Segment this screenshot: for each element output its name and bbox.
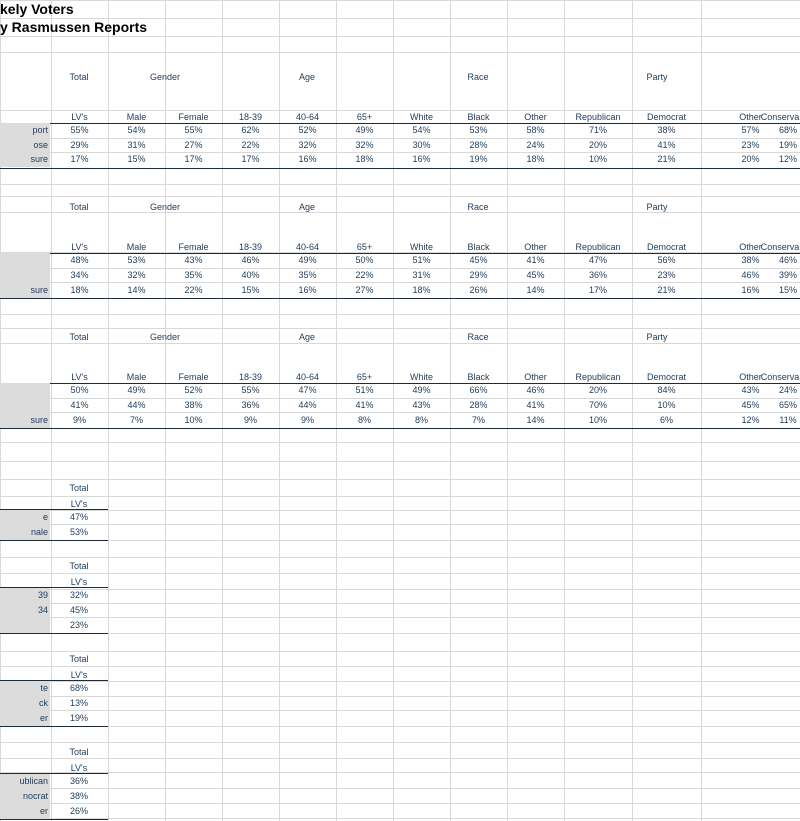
data-cell: 32% (298, 140, 317, 150)
data-cell: 27% (184, 140, 203, 150)
data-cell: 38% (184, 400, 203, 410)
data-cell: 46% (526, 385, 545, 395)
data-cell: 55% (184, 125, 203, 135)
data-cell: 52% (184, 385, 203, 395)
data-cell: 58% (526, 125, 545, 135)
data-cell: 17% (241, 154, 260, 164)
column-header: White (409, 112, 433, 122)
data-cell: 41% (70, 400, 89, 410)
small-table-value: 23% (69, 620, 88, 630)
data-cell: 54% (127, 125, 146, 135)
data-cell: 41% (526, 400, 545, 410)
data-cell: 16% (412, 154, 431, 164)
row-label: sure (0, 152, 50, 167)
data-cell: 9% (300, 415, 314, 425)
column-header: Black (467, 372, 490, 382)
data-cell: 39% (778, 270, 797, 280)
data-cell: 14% (526, 415, 545, 425)
data-cell: 52% (298, 125, 317, 135)
data-cell: 22% (241, 140, 260, 150)
data-cell: 49% (412, 385, 431, 395)
data-cell: 16% (298, 285, 317, 295)
data-cell: 51% (355, 385, 374, 395)
group-age: Age (298, 72, 315, 82)
group-gender: Gender (149, 202, 181, 212)
small-table-row-label: nale (0, 525, 50, 540)
column-header: Conserva (760, 112, 800, 122)
small-table-row-label: ublican (0, 774, 50, 789)
data-cell: 20% (588, 385, 607, 395)
small-table-value: 68% (69, 683, 88, 693)
data-cell: 32% (355, 140, 374, 150)
group-race: Race (467, 202, 489, 212)
data-cell: 23% (741, 140, 760, 150)
data-cell: 16% (298, 154, 317, 164)
sheet-title: kely Voters (0, 1, 74, 17)
column-header: Black (467, 242, 490, 252)
data-cell: 55% (70, 125, 89, 135)
data-cell: 18% (70, 285, 89, 295)
data-cell: 31% (127, 140, 146, 150)
data-cell: 48% (70, 255, 89, 265)
small-table-row-label: te (0, 681, 50, 696)
data-cell: 28% (469, 140, 488, 150)
data-cell: 43% (741, 385, 760, 395)
data-cell: 71% (588, 125, 607, 135)
column-header: Other (739, 242, 762, 252)
data-cell: 47% (588, 255, 607, 265)
column-header: Female (178, 112, 209, 122)
data-cell: 16% (741, 285, 760, 295)
group-party: Party (646, 332, 668, 342)
data-cell: 17% (184, 154, 203, 164)
column-header: Male (126, 242, 147, 252)
data-cell: 7% (129, 415, 143, 425)
small-table-row-label: er (0, 711, 50, 726)
data-cell: 22% (184, 285, 203, 295)
small-table-row-label: er (0, 804, 50, 819)
small-table-value: 26% (69, 806, 88, 816)
column-header: Male (126, 372, 147, 382)
small-table-value: 36% (69, 776, 88, 786)
data-cell: 49% (127, 385, 146, 395)
small-table-total: Total (69, 654, 89, 664)
data-cell: 12% (741, 415, 760, 425)
column-header: Female (178, 242, 209, 252)
row-label: sure (0, 283, 50, 298)
data-cell: 41% (355, 400, 374, 410)
group-age: Age (298, 332, 315, 342)
small-table-value: 32% (69, 590, 88, 600)
group-party: Party (646, 202, 668, 212)
data-cell: 41% (526, 255, 545, 265)
column-header: Republican (575, 242, 621, 252)
data-cell: 43% (412, 400, 431, 410)
data-cell: 20% (741, 154, 760, 164)
column-header: Other (524, 242, 547, 252)
small-table-row-label: e (0, 510, 50, 525)
small-table-value: 38% (69, 791, 88, 801)
data-cell: 84% (657, 385, 676, 395)
column-header: Other (524, 372, 547, 382)
data-cell: 55% (241, 385, 260, 395)
data-cell: 57% (741, 125, 760, 135)
group-party: Party (646, 72, 668, 82)
data-cell: 50% (355, 255, 374, 265)
row-label: ose (0, 138, 50, 153)
small-table-bottom-rule (0, 540, 108, 541)
data-cell: 17% (70, 154, 89, 164)
data-cell: 21% (657, 154, 676, 164)
data-cell: 29% (469, 270, 488, 280)
small-table-subheader: LV's (70, 670, 88, 680)
data-cell: 46% (741, 270, 760, 280)
group-gender: Gender (149, 72, 181, 82)
data-cell: 10% (184, 415, 203, 425)
group-gender: Gender (149, 332, 181, 342)
small-table-value: 13% (69, 698, 88, 708)
column-header: Democrat (646, 112, 686, 122)
data-cell: 18% (355, 154, 374, 164)
data-cell: 8% (357, 415, 371, 425)
column-header: Other (739, 372, 762, 382)
data-cell: 30% (412, 140, 431, 150)
data-cell: 8% (414, 415, 428, 425)
data-cell: 7% (471, 415, 485, 425)
data-cell: 15% (241, 285, 260, 295)
section-bottom-rule (0, 168, 800, 169)
small-table-bottom-rule (0, 726, 108, 727)
column-header: 65+ (356, 112, 373, 122)
data-cell: 65% (778, 400, 797, 410)
data-cell: 6% (659, 415, 673, 425)
data-cell: 49% (355, 125, 374, 135)
data-cell: 27% (355, 285, 374, 295)
data-cell: 22% (355, 270, 374, 280)
data-cell: 70% (588, 400, 607, 410)
small-table-row-label: nocrat (0, 789, 50, 804)
small-table-subheader: LV's (70, 499, 88, 509)
data-cell: 34% (70, 270, 89, 280)
small-table-value: 45% (69, 605, 88, 615)
group-race: Race (467, 332, 489, 342)
data-cell: 44% (298, 400, 317, 410)
sheet-subtitle: y Rasmussen Reports (0, 19, 148, 35)
section-bottom-rule (0, 428, 800, 429)
small-table-value: 19% (69, 713, 88, 723)
data-cell: 45% (526, 270, 545, 280)
column-header: 40-64 (295, 242, 320, 252)
data-cell: 35% (298, 270, 317, 280)
data-cell: 14% (127, 285, 146, 295)
data-cell: 24% (778, 385, 797, 395)
small-table-value: 53% (69, 527, 88, 537)
data-cell: 29% (70, 140, 89, 150)
row-label: sure (0, 413, 50, 428)
column-header: White (409, 242, 433, 252)
data-cell: 20% (588, 140, 607, 150)
column-header: Democrat (646, 372, 686, 382)
small-table-subheader: LV's (70, 577, 88, 587)
column-header: 40-64 (295, 372, 320, 382)
data-cell: 45% (469, 255, 488, 265)
column-header: LV's (71, 242, 88, 252)
column-header: Republican (575, 112, 621, 122)
data-cell: 53% (469, 125, 488, 135)
small-table-row-label: 34 (0, 603, 50, 618)
column-header: Democrat (646, 242, 686, 252)
column-header: LV's (71, 112, 88, 122)
data-cell: 44% (127, 400, 146, 410)
group-race: Race (467, 72, 489, 82)
data-cell: 51% (412, 255, 431, 265)
column-header: 18-39 (238, 112, 263, 122)
group-age: Age (298, 202, 315, 212)
data-cell: 38% (657, 125, 676, 135)
data-cell: 24% (526, 140, 545, 150)
group-total: Total (69, 332, 89, 342)
column-header: Other (524, 112, 547, 122)
data-cell: 14% (526, 285, 545, 295)
data-cell: 18% (412, 285, 431, 295)
column-header: Other (739, 112, 762, 122)
small-table-total: Total (69, 747, 89, 757)
group-total: Total (69, 202, 89, 212)
small-table-total: Total (69, 561, 89, 571)
group-total: Total (69, 72, 89, 82)
column-header: Male (126, 112, 147, 122)
column-header: Female (178, 372, 209, 382)
column-header: Black (467, 112, 490, 122)
data-cell: 35% (184, 270, 203, 280)
small-table-row-label: 39 (0, 588, 50, 603)
data-cell: 15% (778, 285, 797, 295)
data-cell: 32% (127, 270, 146, 280)
data-cell: 10% (588, 154, 607, 164)
data-cell: 50% (70, 385, 89, 395)
data-cell: 43% (184, 255, 203, 265)
data-cell: 10% (588, 415, 607, 425)
column-header: Republican (575, 372, 621, 382)
data-cell: 31% (412, 270, 431, 280)
data-cell: 40% (241, 270, 260, 280)
data-cell: 19% (469, 154, 488, 164)
small-table-row-label: ck (0, 696, 50, 711)
data-cell: 66% (469, 385, 488, 395)
data-cell: 26% (469, 285, 488, 295)
row-label: port (0, 123, 50, 138)
data-cell: 68% (778, 125, 797, 135)
small-table-bottom-rule (0, 633, 108, 634)
data-cell: 18% (526, 154, 545, 164)
data-cell: 15% (127, 154, 146, 164)
data-cell: 45% (741, 400, 760, 410)
data-cell: 11% (779, 415, 797, 425)
data-cell: 46% (241, 255, 260, 265)
column-header: 65+ (356, 242, 373, 252)
data-cell: 9% (72, 415, 86, 425)
data-cell: 36% (588, 270, 607, 280)
small-table-bottom-rule (0, 819, 108, 820)
data-cell: 21% (657, 285, 676, 295)
data-cell: 19% (778, 140, 797, 150)
column-header: 18-39 (238, 242, 263, 252)
data-cell: 38% (741, 255, 760, 265)
data-cell: 41% (657, 140, 676, 150)
data-cell: 62% (241, 125, 260, 135)
data-cell: 10% (657, 400, 676, 410)
data-cell: 28% (469, 400, 488, 410)
data-cell: 56% (657, 255, 676, 265)
data-cell: 9% (243, 415, 257, 425)
column-header: LV's (71, 372, 88, 382)
data-cell: 46% (778, 255, 797, 265)
data-cell: 47% (298, 385, 317, 395)
small-table-total: Total (69, 483, 89, 493)
section-bottom-rule (0, 298, 800, 299)
data-cell: 53% (127, 255, 146, 265)
column-header: Conserva (760, 372, 800, 382)
data-cell: 54% (412, 125, 431, 135)
data-cell: 12% (778, 154, 797, 164)
small-table-subheader: LV's (70, 763, 88, 773)
column-header: 18-39 (238, 372, 263, 382)
column-header: 65+ (356, 372, 373, 382)
data-cell: 49% (298, 255, 317, 265)
data-cell: 17% (588, 285, 607, 295)
column-header: 40-64 (295, 112, 320, 122)
data-cell: 23% (657, 270, 676, 280)
data-cell: 36% (241, 400, 260, 410)
column-header: Conserva (760, 242, 800, 252)
small-table-value: 47% (69, 512, 88, 522)
column-header: White (409, 372, 433, 382)
